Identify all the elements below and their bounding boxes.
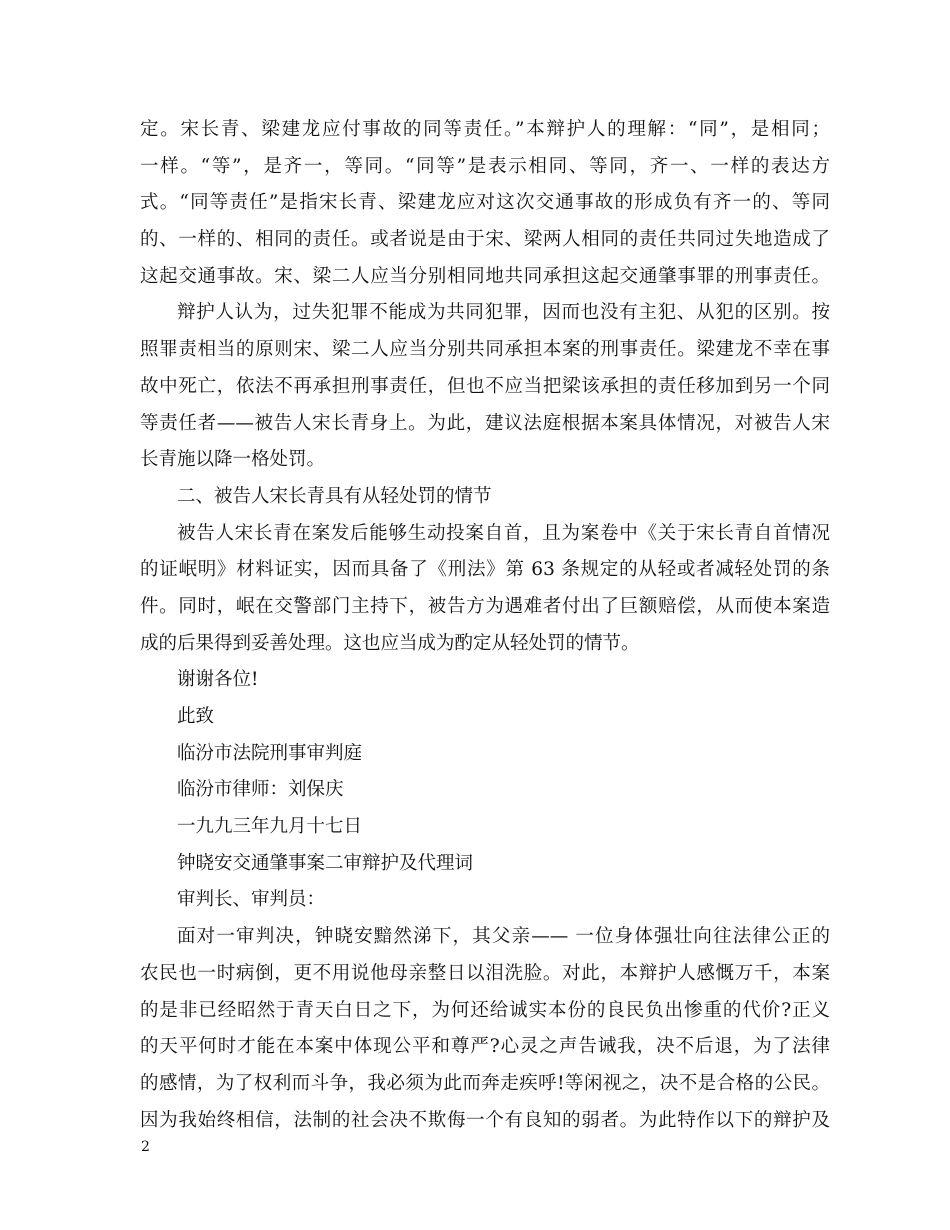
text-line: 因为我始终相信，法制的社会决不欺侮一个有良知的弱者。为此特作以下的辩护及: [140, 1109, 830, 1131]
paragraph-first-line: 面对一审判决，钟晓安黯然涕下，其父亲—— 一位身体强壮向往法律公正的: [177, 926, 830, 948]
text-line: 的证岷明》材料证实，因而具备了《刑法》第 63 条规定的从轻或者减轻处罚的条: [140, 559, 830, 581]
text-line: 的是非已经昭然于青天白日之下，为何还给诚实本份的良民负出惨重的代价?正义: [140, 999, 830, 1021]
signature: 临汾市律师：刘保庆: [177, 779, 344, 801]
paragraph-first-line: 被告人宋长青在案发后能够生动投案自首，且为案卷中《关于宋长青自首情况: [177, 522, 830, 544]
closing-thanks: 谢谢各位!: [177, 669, 259, 691]
addressee: 临汾市法院刑事审判庭: [177, 742, 363, 764]
salutation: 审判长、审判员：: [177, 889, 326, 911]
section-heading: 二、被告人宋长青具有从轻处罚的情节: [177, 485, 492, 507]
text-line: 定。宋长青、梁建龙应付事故的同等责任。”本辩护人的理解：“同”，是相同；: [140, 119, 830, 140]
text-line: 这起交通事故。宋、梁二人应当分别相同地共同承担这起交通肇事罪的刑事责任。: [140, 265, 830, 287]
text-line: 的、一样的、相同的责任。或者说是由于宋、梁两人相同的责任共同过失地造成了: [140, 229, 830, 251]
text-line: 故中死亡，依法不再承担刑事责任，但也不应当把梁该承担的责任移加到另一个同: [140, 375, 830, 397]
page-number: 2: [141, 1139, 150, 1155]
text-line: 照罪责相当的原则宋、梁二人应当分别共同承担本案的刑事责任。梁建龙不幸在事: [140, 339, 830, 361]
paragraph-first-line: 辩护人认为，过失犯罪不能成为共同犯罪，因而也没有主犯、从犯的区别。按: [177, 302, 830, 324]
text-line: 的天平何时才能在本案中体现公平和尊严?心灵之声告诫我，决不后退，为了法律: [140, 1036, 830, 1058]
closing-salutation: 此致: [177, 706, 215, 727]
document-title: 钟晓安交通肇事案二审辩护及代理词: [177, 852, 474, 874]
text-line: 一样。“等”，是齐一，等同。“同等”是表示相同、等同，齐一、一样的表达方: [140, 155, 830, 177]
text-line: 的感情，为了权利而斗争，我必须为此而奔走疾呼!等闲视之，决不是合格的公民。: [140, 1072, 830, 1094]
document-body: [140, 112, 830, 1139]
date: 一九九三年九月十七日: [177, 816, 363, 838]
text-line: 农民也一时病倒，更不用说他母亲整日以泪洗脸。对此，本辩护人感慨万千，本案: [140, 962, 830, 984]
text-line: 式。“同等责任”是指宋长青、梁建龙应对这次交通事故的形成负有齐一的、等同: [140, 192, 830, 214]
text-line: 成的后果得到妥善处理。这也应当成为酌定从轻处罚的情节。: [140, 632, 640, 654]
text-line: 等责任者——被告人宋长青身上。为此，建议法庭根据本案具体情况，对被告人宋: [140, 412, 830, 434]
text-line: 件。同时，岷在交警部门主持下，被告方为遇难者付出了巨额赔偿，从而使本案造: [140, 595, 830, 617]
text-line: 长青施以降一格处罚。: [140, 449, 326, 471]
